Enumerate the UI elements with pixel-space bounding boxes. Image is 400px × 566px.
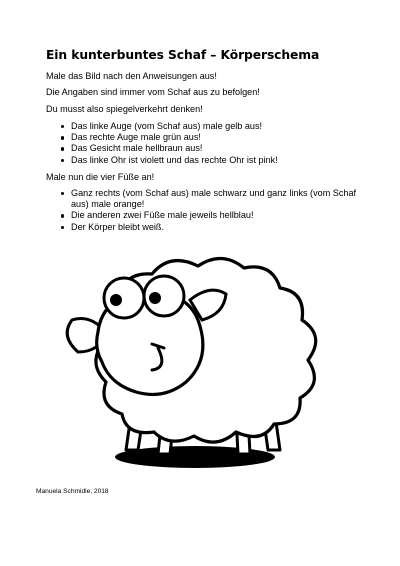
right-pupil [149,292,161,304]
list-item: Das rechte Auge male grün aus! [60,132,361,143]
list-item: Das linke Ohr ist violett und das rechte Ohr ist pink! [60,155,361,166]
list-item: Der Körper bleibt weiß. [60,222,361,233]
intro-line-3: Du musst also spiegelverkehrt denken! [46,104,203,114]
intro-line-1: Male das Bild nach den Anweisungen aus! [46,71,217,81]
feet-intro: Male nun die vier Füße an! [46,172,155,182]
list-item: Die anderen zwei Füße male jeweils hellblau! [60,210,361,221]
list-item: Das Gesicht male hellbraun aus! [60,143,361,154]
list-item: Ganz rechts (vom Schaf aus) male schwarz und ganz links (vom Schaf aus) male orange! [60,188,361,210]
left-eye [104,278,144,318]
left-pupil [110,294,122,306]
face-color-list [60,121,361,166]
page-title: Ein kunterbuntes Schaf – Körperschema [46,48,320,62]
intro-line-2: Die Angaben sind immer vom Schaf aus zu befolgen! [46,87,260,97]
feet-color-list [60,188,361,233]
list-item: Das linke Auge (vom Schaf aus) male gelb aus! [60,121,361,132]
author-footer: Manuela Schmidle, 2018 [36,488,109,495]
sheep-illustration [40,240,360,480]
